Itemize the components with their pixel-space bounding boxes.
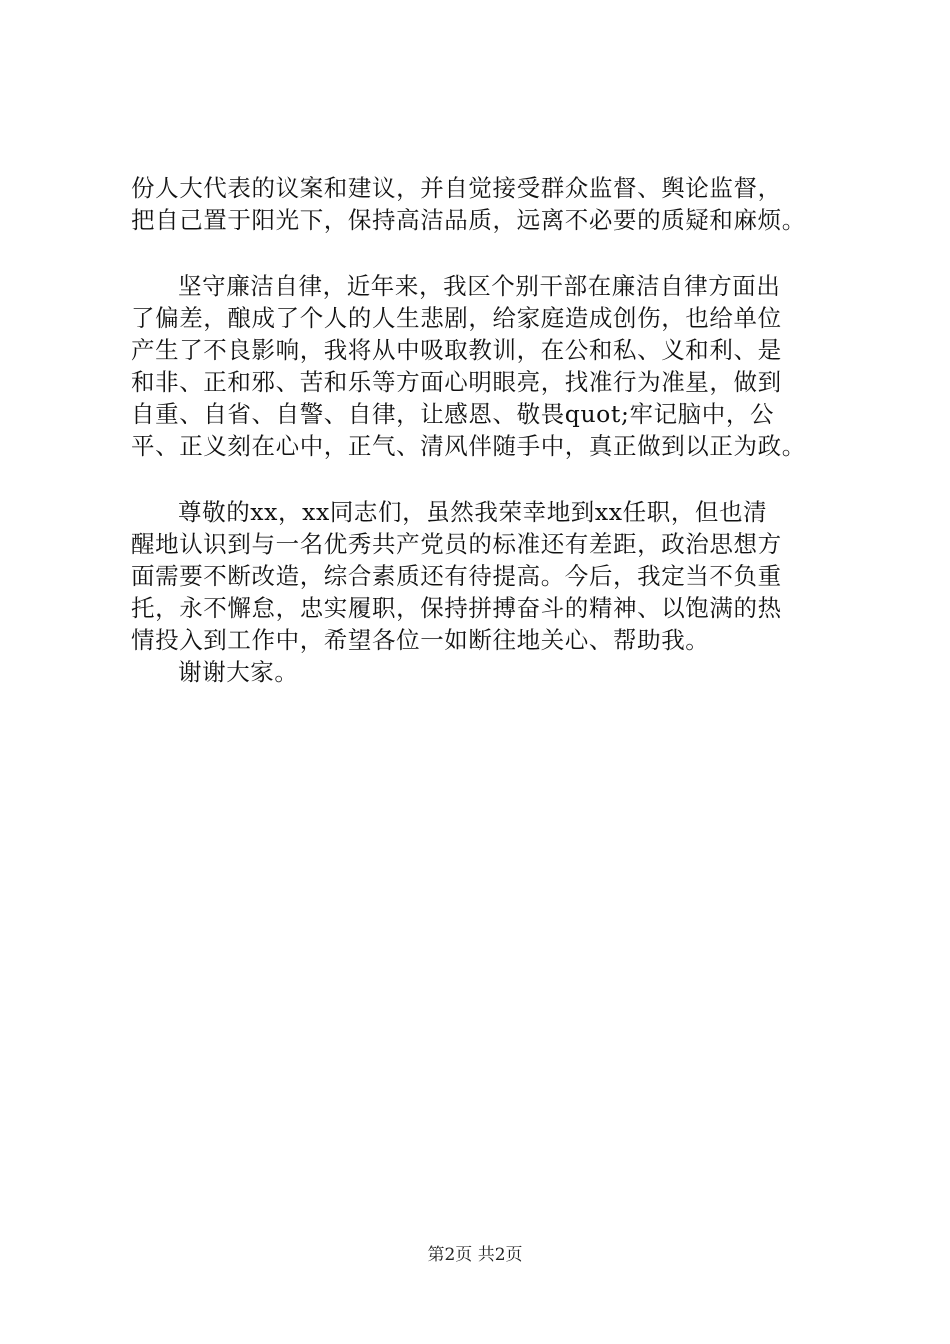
paragraph-gap <box>131 462 851 496</box>
paragraph-1-line-1: 份人大代表的议案和建议，并自觉接受群众监督、舆论监督， <box>131 174 782 202</box>
paragraph-4-line-1: 谢谢大家。 <box>178 658 299 686</box>
paragraph-3-line-5: 情投入到工作中，希望各位一如断往地关心、帮助我。 <box>131 626 710 654</box>
page-footer: 第2页 共2页 <box>427 1245 523 1265</box>
paragraph-gap <box>131 236 851 270</box>
paragraph-2-line-2: 了偏差，酿成了个人的人生悲剧，给家庭造成创伤，也给单位 <box>131 304 782 332</box>
paragraph-3-line-4: 托，永不懈怠，忠实履职，保持拼搏奋斗的精神、以饱满的热 <box>131 594 782 622</box>
paragraph-3-line-2: 醒地认识到与一名优秀共产党员的标准还有差距，政治思想方 <box>131 530 782 558</box>
paragraph-3-line-1: 尊敬的xx，xx同志们，虽然我荣幸地到xx任职，但也清 <box>178 498 768 526</box>
document-body <box>131 172 851 688</box>
paragraph-2-line-3: 产生了不良影响，我将从中吸取教训，在公和私、义和利、是 <box>131 336 782 364</box>
paragraph-2-line-1: 坚守廉洁自律，近年来，我区个别干部在廉洁自律方面出 <box>178 272 781 300</box>
paragraph-3-line-3: 面需要不断改造，综合素质还有待提高。今后，我定当不负重 <box>131 562 782 590</box>
paragraph-2-line-6: 平、正义刻在心中，正气、清风伴随手中，真正做到以正为政。 <box>131 432 806 460</box>
paragraph-2-line-4: 和非、正和邪、苦和乐等方面心明眼亮，找准行为准星，做到 <box>131 368 782 396</box>
paragraph-2-line-5: 自重、自省、自警、自律，让感恩、敬畏quot;牢记脑中，公 <box>131 400 775 428</box>
paragraph-1-line-2: 把自己置于阳光下，保持高洁品质，远离不必要的质疑和麻烦。 <box>131 206 806 234</box>
